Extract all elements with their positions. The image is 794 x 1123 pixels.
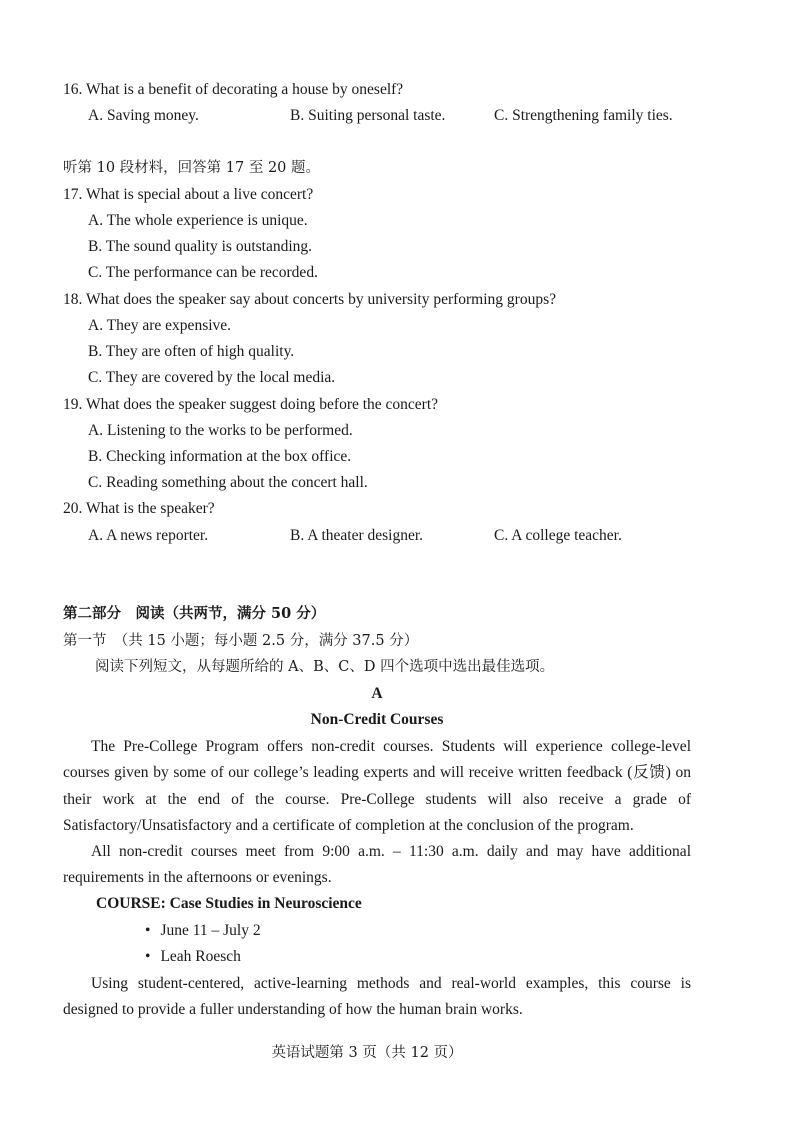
course-heading: COURSE: Case Studies in Neuroscience: [96, 895, 362, 912]
passage-title: Non-Credit Courses: [310, 711, 444, 728]
q20-option-c: C. A college teacher.: [494, 527, 622, 544]
passage-letter: A: [371, 685, 383, 702]
q18-option-a: A. They are expensive.: [88, 317, 232, 334]
q19-option-c: C. Reading something about the concert hall.: [88, 474, 368, 491]
q20-option-a: A. A news reporter.: [88, 527, 209, 544]
passage-paragraph-2-text: All non-credit courses meet from 9:00 a.m. – 11:30 a.m. daily and may have additional requirements in the afternoons or evenings.: [63, 843, 691, 887]
course-instructor: • Leah Roesch: [145, 947, 241, 967]
q16-option-b: B. Suiting personal taste.: [290, 107, 446, 124]
q17-option-b: B. The sound quality is outstanding.: [88, 238, 313, 255]
part2-heading: 第二部分 阅读（共两节，满分 50 分）: [63, 605, 326, 622]
q20-option-b: B. A theater designer.: [290, 527, 424, 544]
q17-stem: 17. What is special about a live concert?: [63, 186, 314, 203]
q18-stem: 18. What does the speaker say about concerts by university performing groups?: [63, 291, 556, 308]
q18-option-c: C. They are covered by the local media.: [88, 369, 336, 386]
q19-option-b: B. Checking information at the box office.: [88, 448, 352, 465]
q17-option-c: C. The performance can be recorded.: [88, 264, 318, 281]
course-dates: • June 11 – July 2: [145, 921, 261, 941]
q19-option-a: A. Listening to the works to be performed.: [88, 422, 353, 439]
page-footer: 英语试题第 3 页（共 12 页）: [271, 1045, 463, 1061]
q16-stem: 16. What is a benefit of decorating a house by oneself?: [63, 81, 404, 98]
passage-paragraph-3-text: Using student-centered, active-learning methods and real-world examples, this course is designed to provide a fuller understanding of how the human brain works.: [63, 975, 691, 1019]
q17-option-a: A. The whole experience is unique.: [88, 212, 308, 229]
part2-instruction: 阅读下列短文，从每题所给的 A、B、C、D 四个选项中选出最佳选项。: [95, 659, 555, 675]
passage-paragraph-3: [63, 971, 691, 1024]
q16-option-a: A. Saving money.: [88, 107, 199, 124]
q16-option-c: C. Strengthening family ties.: [494, 107, 673, 124]
part2-section1: 第一节 （共 15 小题；每小题 2.5 分，满分 37.5 分）: [63, 633, 419, 649]
passage-paragraph-1-text: The Pre-College Program offers non-credit courses. Students will experience college-level courses given by some of our college’s leading experts and will receive written feedback (反馈) on their work at the end of the course. Pre-College students will also receive a grade of Satisfactory/Unsatisfactory and a certificate of completion at the conclusion of the program.: [63, 738, 691, 834]
q19-stem: 19. What does the speaker suggest doing before the concert?: [63, 396, 439, 413]
passage-paragraph-1: [63, 734, 691, 839]
q18-option-b: B. They are often of high quality.: [88, 343, 295, 360]
passage-paragraph-2: [63, 839, 691, 892]
section10-instruction: 听第 10 段材料，回答第 17 至 20 题。: [63, 160, 321, 176]
q20-stem: 20. What is the speaker?: [63, 500, 215, 517]
